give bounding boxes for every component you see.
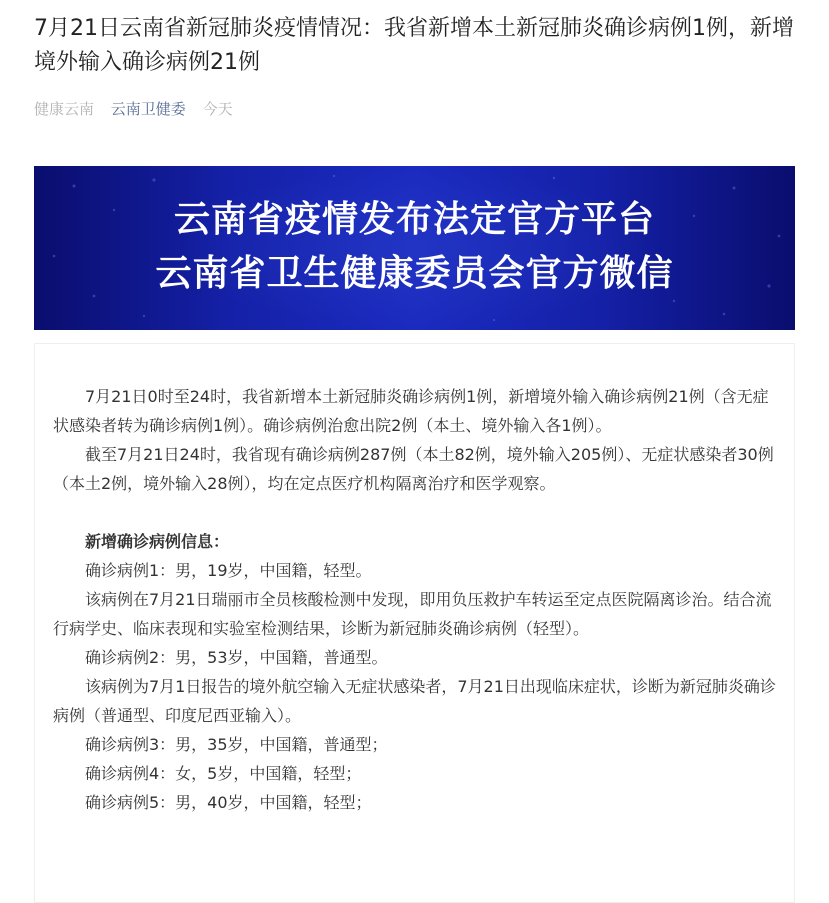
article-content-box [34, 343, 795, 903]
paragraph-daily-summary: 7月21日0时至24时，我省新增本土新冠肺炎确诊病例1例，新增境外输入确诊病例21例（含无症状感染者转为确诊病例1例）。确诊病例治愈出院2例（本土、境外输入各1例）。 [53, 387, 769, 435]
banner-line-1: 云南省疫情发布法定官方平台 [173, 199, 655, 240]
banner-dot-pattern [34, 166, 795, 330]
case-5: 确诊病例5：男，40岁，中国籍，轻型； [85, 793, 372, 812]
article-author: 健康云南 [34, 100, 95, 118]
section-heading-new-cases: 新增确诊病例信息： [85, 532, 230, 551]
case-2: 确诊病例2：男，53岁，中国籍，普通型。 [85, 648, 388, 667]
case-3: 确诊病例3：男，35岁，中国籍，普通型； [85, 735, 388, 754]
case-2-detail: 该病例为7月1日报告的境外航空输入无症状感染者，7月21日出现临床症状，诊断为新冠肺炎确诊病例（普通型、印度尼西亚输入）。 [53, 677, 776, 725]
account-name-link[interactable]: 云南卫健委 [110, 100, 186, 118]
banner-line-2: 云南省卫生健康委员会官方微信 [155, 253, 674, 294]
paragraph-cumulative-summary: 截至7月21日24时，我省现有确诊病例287例（本土82例，境外输入205例）、无症状感染者30例（本土2例，境外输入28例），均在定点医疗机构隔离治疗和医学观察。 [53, 445, 774, 493]
header-banner-image [34, 166, 795, 330]
article-title: 7月21日云南省新冠肺炎疫情情况：我省新增本土新冠肺炎确诊病例1例，新增境外输入确诊病例21例 [34, 16, 794, 75]
article-body [53, 382, 779, 817]
publish-date: 今天 [202, 100, 233, 118]
case-1: 确诊病例1：男，19岁，中国籍，轻型。 [85, 561, 372, 580]
article-meta [34, 98, 245, 120]
case-4: 确诊病例4：女，5岁，中国籍，轻型； [85, 764, 362, 783]
case-1-detail: 该病例在7月21日瑞丽市全员核酸检测中发现，即用负压救护车转运至定点医院隔离诊治。结合流行病学史、临床表现和实验室检测结果，诊断为新冠肺炎确诊病例（轻型）。 [53, 590, 772, 638]
